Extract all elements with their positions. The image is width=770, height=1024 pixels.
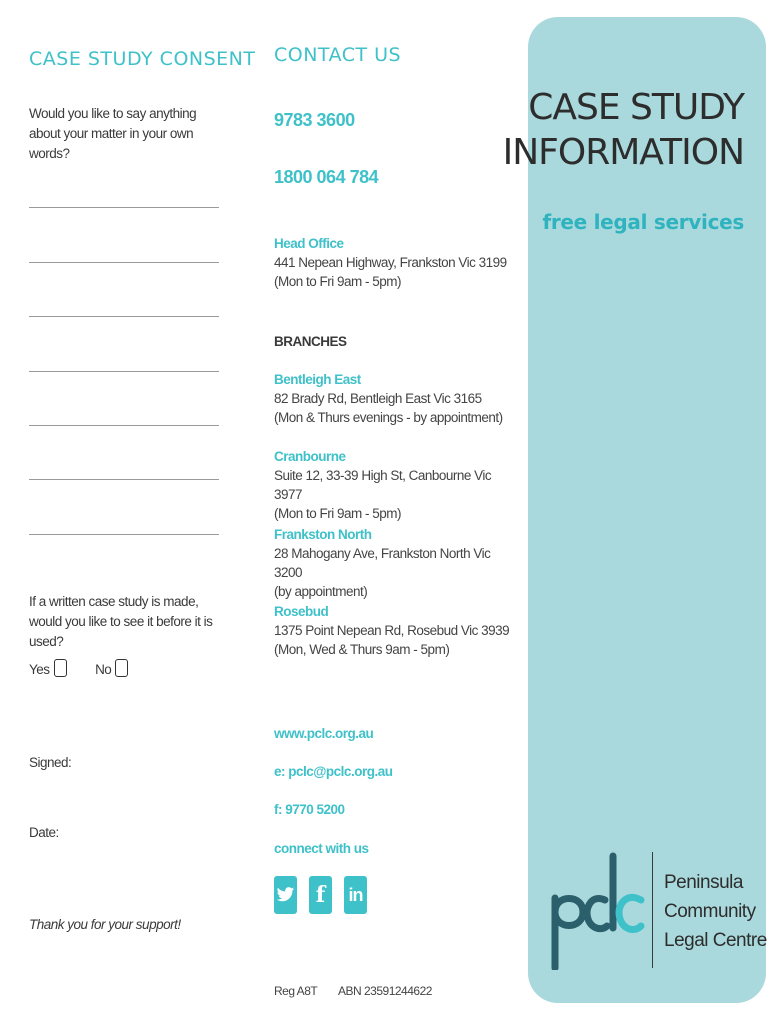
twitter-bird-glyph: [276, 887, 295, 903]
cover-title: [503, 85, 744, 175]
branch-rosebud: [274, 602, 514, 659]
write-line-1[interactable]: [29, 207, 219, 208]
branch-name: Bentleigh East: [274, 372, 361, 387]
write-line-6[interactable]: [29, 479, 219, 480]
logo-divider: [652, 852, 653, 968]
thank-you-note: Thank you for your support!: [29, 917, 181, 932]
write-line-4[interactable]: [29, 371, 219, 372]
logo-line-peninsula: Peninsula: [664, 872, 743, 893]
question-own-words: Would you like to say anything about your matter in your own words?: [29, 106, 197, 161]
branch-hours: (Mon, Wed & Thurs 9am - 5pm): [274, 642, 450, 657]
no-checkbox[interactable]: [115, 659, 128, 677]
write-line-5[interactable]: [29, 425, 219, 426]
head-office-block: [274, 234, 514, 291]
write-line-3[interactable]: [29, 316, 219, 317]
cover-title-line2: INFORMATION: [502, 132, 744, 173]
phone-freecall[interactable]: 1800 064 784: [274, 167, 379, 187]
cover-subtitle: free legal services: [542, 210, 744, 234]
fax-number: f: 9770 5200: [274, 802, 345, 817]
website-link[interactable]: www.pclc.org.au: [274, 726, 374, 741]
logo-line-community: Community: [664, 901, 756, 922]
contact-heading: CONTACT US: [274, 44, 402, 66]
abn-number: ABN 23591244622: [338, 984, 432, 998]
consent-heading: CASE STUDY CONSENT: [29, 48, 256, 70]
branches-heading: BRANCHES: [274, 334, 347, 349]
signed-label: Signed:: [29, 755, 72, 770]
branch-address: 82 Brady Rd, Bentleigh East Vic 3165: [274, 391, 482, 406]
email-link[interactable]: e: pclc@pclc.org.au: [274, 764, 393, 779]
yes-label: Yes: [29, 662, 50, 677]
no-label: No: [95, 662, 112, 677]
branch-name: Cranbourne: [274, 449, 346, 464]
question-see-before-use: If a written case study is made, would you like to see it before it is used?: [29, 594, 213, 649]
branch-address: 1375 Point Nepean Rd, Rosebud Vic 3939: [274, 623, 510, 638]
branch-hours: (Mon & Thurs evenings - by appointment): [274, 410, 503, 425]
logo-wordmark: [664, 868, 767, 955]
branch-address: 28 Mahogany Ave, Frankston North Vic 3200: [274, 546, 491, 580]
branch-name: Frankston North: [274, 527, 372, 542]
phone-main[interactable]: 9783 3600: [274, 110, 355, 130]
branch-cranbourne: [274, 447, 514, 523]
linkedin-icon[interactable]: [344, 876, 367, 914]
facebook-glyph: f: [315, 882, 326, 908]
branch-bentleigh-east: [274, 370, 514, 427]
date-label: Date:: [29, 825, 59, 840]
branch-address: Suite 12, 33-39 High St, Canbourne Vic 3977: [274, 468, 492, 502]
connect-label: connect with us: [274, 841, 369, 856]
cover-title-line1: CASE STUDY: [528, 87, 744, 128]
pclc-logo-mark: [545, 848, 645, 970]
reg-number: Reg A8T: [274, 984, 317, 998]
yes-checkbox[interactable]: [54, 659, 67, 677]
office-address: 441 Nepean Highway, Frankston Vic 3199: [274, 255, 507, 270]
branch-hours: (Mon to Fri 9am - 5pm): [274, 506, 402, 521]
write-line-2[interactable]: [29, 262, 219, 263]
linkedin-glyph: in: [348, 884, 363, 905]
office-hours: (Mon to Fri 9am - 5pm): [274, 274, 402, 289]
twitter-icon[interactable]: [274, 876, 297, 914]
branch-frankston-north: [274, 525, 514, 601]
write-line-7[interactable]: [29, 534, 219, 535]
branch-name: Rosebud: [274, 604, 329, 619]
footer-registration: [274, 984, 432, 998]
facebook-icon[interactable]: [309, 876, 332, 914]
yes-no-options: [29, 659, 128, 680]
office-name: Head Office: [274, 236, 344, 251]
logo-line-legal-centre: Legal Centre: [664, 930, 767, 951]
branch-hours: (by appointment): [274, 584, 368, 599]
